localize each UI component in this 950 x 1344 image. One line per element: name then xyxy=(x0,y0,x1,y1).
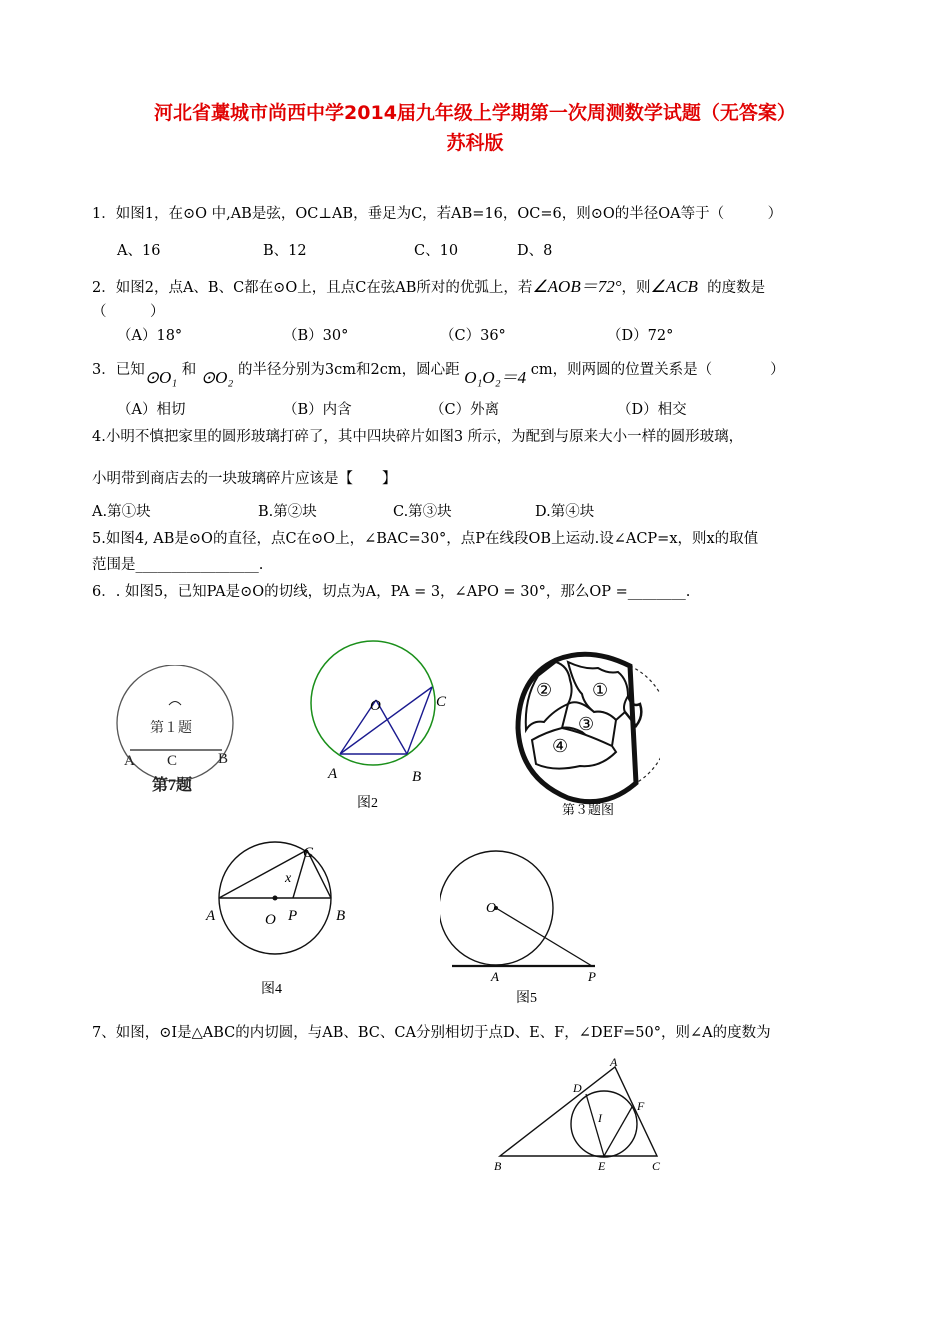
q3-math-circle-o2: ⊙O₂ xyxy=(200,368,234,387)
fig7-incircle xyxy=(571,1091,637,1157)
q4-option-b: B.第②块 xyxy=(258,504,317,520)
question-7: 7、如图，⊙I是△ABC的内切圆，与AB、BC、CA分别相切于点D、E、F，∠DEF=50°，则∠A的度数为 xyxy=(92,1025,771,1041)
fig5-label-o: O xyxy=(486,901,497,916)
question-3 xyxy=(92,354,785,385)
q4-option-c: C.第③块 xyxy=(393,504,452,520)
fig4-label-o: O xyxy=(265,912,276,928)
fig4-label-a: A xyxy=(206,908,216,924)
fig3-label-3: ③ xyxy=(578,714,595,734)
q1-option-c: C、10 xyxy=(414,243,459,259)
q2-text-b: ，则 xyxy=(621,280,651,296)
q2-option-a: （A）18° xyxy=(117,328,183,344)
fig1-label-a: A xyxy=(124,753,135,769)
q1-option-b: B、12 xyxy=(263,243,307,259)
fig2-label-o: O xyxy=(370,698,381,714)
fig5-op xyxy=(496,908,592,966)
figure-1 xyxy=(110,665,260,800)
q3-text-c: 的半径分别为3cm和2cm，圆心距 xyxy=(237,362,460,378)
fig5-label-a: A xyxy=(491,969,499,984)
fig4-center-dot xyxy=(273,896,278,901)
fig3-label-4: ④ xyxy=(552,736,569,756)
question-5-line2: 范围是_________________. xyxy=(92,557,264,573)
fig7-label-f: F xyxy=(637,1099,645,1113)
fig1-label-b: B xyxy=(218,751,229,767)
q3-option-b: （B）内含 xyxy=(283,402,352,418)
q2-math-angle-acb: ∠ACB xyxy=(650,277,698,296)
q2-option-d: （D）72° xyxy=(607,328,674,344)
question-5-line1: 5.如图4, AB是⊙O的直径，点C在⊙O上，∠BAC=30°，点P在线段OB上运动.设∠ACP=x，则x的取值 xyxy=(92,531,759,547)
fig7-label-i: I xyxy=(598,1111,602,1125)
fig5-label-p: P xyxy=(588,969,596,984)
fig7-label-e: E xyxy=(598,1159,606,1173)
doc-title-line1: 河北省藁城市尚西中学2014届九年级上学期第一次周测数学试题（无答案） xyxy=(154,102,796,124)
fig4-label-b: B xyxy=(336,908,346,924)
q3-option-c: （C）外离 xyxy=(430,402,500,418)
fig3-label-1: ① xyxy=(592,680,609,700)
fig7-label-b: B xyxy=(494,1159,502,1173)
fig7-ef xyxy=(604,1107,632,1156)
fig7-label-d: D xyxy=(573,1081,582,1095)
fig2-label-a: A xyxy=(328,766,338,782)
fig1-label-c: C xyxy=(167,753,178,769)
q3-math-distance: O₁O₂＝4 xyxy=(464,368,527,387)
q4-option-d: D.第④块 xyxy=(535,504,595,520)
fig4-label-c: C xyxy=(303,845,314,861)
q3-option-d: （D）相交 xyxy=(617,402,687,418)
q2-math-angle-aob: ∠AOB＝72° xyxy=(532,277,622,296)
figure-3 xyxy=(510,648,660,823)
q2-text-c: 的度数是 xyxy=(707,280,766,296)
q2-option-c: （C）36° xyxy=(440,328,506,344)
fig4-label-x: x xyxy=(285,871,292,886)
fig1-label-center: 第１题 xyxy=(150,721,192,736)
question-4-line1: 4.小明不慎把家里的圆形玻璃打碎了，其中四块碎片如图3 所示，为配到与原来大小一样的圆形玻璃， xyxy=(92,429,744,445)
fig3-caption: 第３题图 xyxy=(562,802,615,817)
doc-title-line2: 苏科版 xyxy=(446,132,504,154)
q2-paren: （ ） xyxy=(92,304,165,320)
fig7-label-c: C xyxy=(652,1159,661,1173)
q3-text-a: 3．已知 xyxy=(92,362,145,378)
fig7-de xyxy=(586,1094,604,1156)
fig1-arc-mark xyxy=(169,702,181,706)
question-6: 6．. 如图5，已知PA是⊙O的切线，切点为A，PA = 3，∠APO = 30°，那么OP =________. xyxy=(92,584,691,600)
q1-option-d: D、8 xyxy=(517,243,553,259)
fig4-ac xyxy=(219,850,307,898)
figure-7 xyxy=(490,1055,670,1175)
q4-option-a: A.第①块 xyxy=(92,504,151,520)
figure-5 xyxy=(440,850,610,1010)
q3-text-d: cm，则两圆的位置关系是（ ） xyxy=(530,362,785,378)
figure-4 xyxy=(200,840,360,1000)
question-4-line2: 小明带到商店去的一块玻璃碎片应该是【 】 xyxy=(92,471,397,487)
fig2-label-b: B xyxy=(412,769,422,785)
fig4-caption: 图4 xyxy=(261,982,282,997)
fig4-label-p: P xyxy=(288,908,298,924)
fig2-ac xyxy=(340,687,432,754)
fig2-caption: 图2 xyxy=(357,796,378,811)
fig7-label-a: A xyxy=(610,1055,618,1069)
q2-text-a: 2．如图2，点A、B、C都在⊙O上，且点C在弦AB所对的优弧上，若 xyxy=(92,280,533,296)
q3-math-circle-o1: ⊙O₁ xyxy=(144,368,178,387)
fig1-sublabel: 第7题 xyxy=(152,777,193,794)
fig3-label-2: ② xyxy=(536,680,553,700)
question-1: 1．如图1，在⊙O 中,AB是弦，OC⊥AB，垂足为C，若AB=16，OC=6，则⊙O的半径OA等于（ ） xyxy=(92,206,783,222)
q3-text-b: 和 xyxy=(181,362,197,378)
question-2 xyxy=(92,272,765,297)
figure-2 xyxy=(310,640,465,820)
q3-option-a: （A）相切 xyxy=(117,402,186,418)
q1-option-a: A、16 xyxy=(117,243,161,259)
fig5-caption: 图5 xyxy=(516,991,537,1006)
fig2-label-c: C xyxy=(436,694,447,710)
q2-option-b: （B）30° xyxy=(283,328,349,344)
